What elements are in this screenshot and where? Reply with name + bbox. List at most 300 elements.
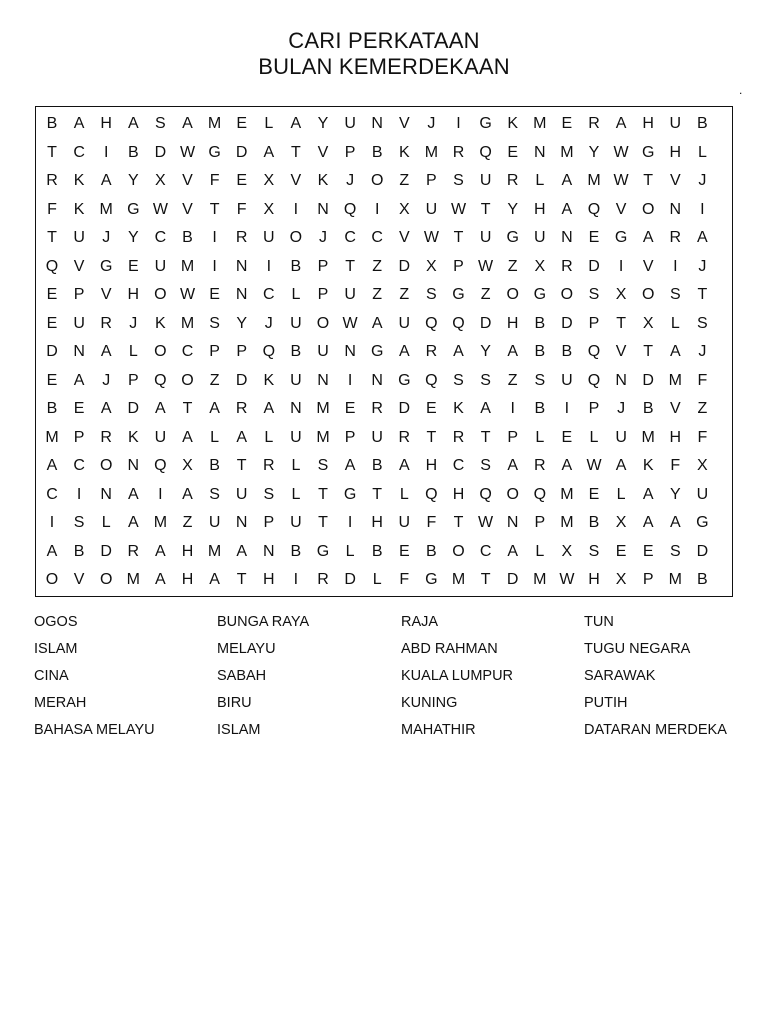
grid-letter[interactable]: L xyxy=(101,514,111,531)
grid-letter[interactable]: U xyxy=(317,343,329,360)
grid-letter[interactable]: A xyxy=(155,571,166,588)
grid-letter[interactable]: W xyxy=(559,571,575,588)
grid-letter[interactable]: U xyxy=(154,428,167,446)
grid-letter[interactable]: B xyxy=(534,343,546,360)
grid-letter[interactable]: Y xyxy=(480,343,491,360)
grid-letter[interactable]: X xyxy=(615,571,627,588)
grid-letter[interactable]: U xyxy=(344,286,356,303)
grid-letter[interactable]: G xyxy=(533,286,547,303)
grid-letter[interactable]: U xyxy=(344,115,356,132)
grid-letter[interactable]: T xyxy=(236,571,247,588)
grid-letter[interactable]: X xyxy=(697,457,708,474)
grid-letter[interactable]: E xyxy=(46,314,58,332)
grid-letter[interactable]: W xyxy=(450,200,467,218)
grid-letter[interactable]: E xyxy=(127,257,139,275)
grid-letter[interactable]: N xyxy=(235,257,248,275)
grid-letter[interactable]: M xyxy=(316,428,330,446)
grid-letter[interactable]: L xyxy=(535,172,545,189)
grid-letter[interactable]: R xyxy=(425,343,438,360)
grid-letter[interactable]: S xyxy=(426,286,437,303)
grid-letter[interactable]: M xyxy=(560,143,574,161)
grid-letter[interactable]: V xyxy=(615,343,627,360)
grid-letter[interactable]: M xyxy=(668,371,682,389)
grid-letter[interactable]: O xyxy=(452,542,465,560)
grid-letter[interactable]: Q xyxy=(425,485,438,503)
grid-letter[interactable]: H xyxy=(534,200,546,218)
grid-letter[interactable]: K xyxy=(642,457,654,474)
grid-letter[interactable]: W xyxy=(586,457,602,474)
grid-letter[interactable]: Z xyxy=(372,257,383,275)
grid-letter[interactable]: A xyxy=(236,542,248,560)
grid-letter[interactable]: M xyxy=(587,172,601,189)
grid-letter[interactable]: J xyxy=(264,314,273,332)
grid-letter[interactable]: F xyxy=(47,200,57,218)
grid-letter[interactable]: C xyxy=(479,542,492,560)
grid-letter[interactable]: U xyxy=(208,514,221,531)
grid-letter[interactable]: Z xyxy=(182,514,193,531)
grid-letter[interactable]: I xyxy=(673,257,678,275)
grid-letter[interactable]: P xyxy=(534,514,546,531)
grid-letter[interactable]: F xyxy=(236,200,247,218)
grid-letter[interactable]: S xyxy=(588,542,600,560)
grid-letter[interactable]: A xyxy=(100,400,112,417)
grid-letter[interactable]: H xyxy=(669,428,682,446)
grid-letter[interactable]: K xyxy=(73,172,85,189)
grid-letter[interactable]: V xyxy=(398,229,410,246)
grid-letter[interactable]: Y xyxy=(127,229,139,246)
grid-letter[interactable]: B xyxy=(371,457,383,474)
grid-letter[interactable]: J xyxy=(319,229,327,246)
grid-letter[interactable]: S xyxy=(480,371,491,389)
grid-letter[interactable]: L xyxy=(291,286,301,303)
grid-letter[interactable]: E xyxy=(398,542,410,560)
grid-letter[interactable]: M xyxy=(641,428,655,446)
grid-letter[interactable]: X xyxy=(263,200,275,218)
grid-letter[interactable]: P xyxy=(317,257,329,275)
grid-letter[interactable]: Y xyxy=(317,115,329,132)
grid-letter[interactable]: E xyxy=(426,400,437,417)
grid-letter[interactable]: M xyxy=(153,514,168,531)
grid-letter[interactable]: A xyxy=(290,115,302,132)
grid-letter[interactable]: A xyxy=(182,428,193,446)
grid-letter[interactable]: W xyxy=(179,143,196,161)
grid-letter[interactable]: J xyxy=(617,400,626,417)
grid-letter[interactable]: B xyxy=(209,457,220,474)
grid-letter[interactable]: Z xyxy=(507,257,518,275)
grid-letter[interactable]: I xyxy=(212,257,217,275)
grid-letter[interactable]: M xyxy=(533,571,547,588)
grid-letter[interactable]: Q xyxy=(262,343,276,360)
grid-letter[interactable]: S xyxy=(73,514,85,531)
grid-letter[interactable]: P xyxy=(127,371,139,389)
grid-letter[interactable]: L xyxy=(372,571,382,588)
grid-letter[interactable]: E xyxy=(615,542,627,560)
grid-letter[interactable]: S xyxy=(697,314,708,332)
grid-letter[interactable]: B xyxy=(697,571,708,588)
grid-letter[interactable]: I xyxy=(510,400,515,417)
grid-letter[interactable]: U xyxy=(290,314,302,332)
grid-letter[interactable]: P xyxy=(453,257,464,275)
grid-letter[interactable]: Q xyxy=(425,314,438,332)
grid-letter[interactable]: U xyxy=(73,229,85,246)
grid-letter[interactable]: U xyxy=(290,371,302,389)
grid-letter[interactable]: R xyxy=(235,229,248,246)
grid-letter[interactable]: E xyxy=(73,400,85,417)
grid-letter[interactable]: D xyxy=(235,143,248,161)
grid-letter[interactable]: R xyxy=(371,400,383,417)
grid-letter[interactable]: U xyxy=(479,229,492,246)
grid-letter[interactable]: A xyxy=(100,172,112,189)
grid-letter[interactable]: D xyxy=(127,400,140,417)
grid-letter[interactable]: I xyxy=(103,143,109,161)
grid-letter[interactable]: V xyxy=(669,400,681,417)
grid-letter[interactable]: Q xyxy=(452,314,465,332)
grid-letter[interactable]: X xyxy=(155,172,166,189)
grid-letter[interactable]: U xyxy=(615,428,627,446)
grid-letter[interactable]: C xyxy=(344,229,356,246)
grid-letter[interactable]: T xyxy=(345,257,355,275)
grid-letter[interactable]: B xyxy=(46,115,58,132)
grid-letter[interactable]: W xyxy=(179,286,196,303)
grid-letter[interactable]: L xyxy=(291,485,301,503)
grid-letter[interactable]: Q xyxy=(533,485,547,503)
grid-letter[interactable]: U xyxy=(696,485,709,503)
grid-letter[interactable]: I xyxy=(293,571,299,588)
grid-letter[interactable]: R xyxy=(100,314,112,332)
grid-letter[interactable]: H xyxy=(642,115,654,132)
grid-letter[interactable]: P xyxy=(588,314,600,332)
grid-letter[interactable]: U xyxy=(235,485,248,503)
grid-letter[interactable]: U xyxy=(479,172,492,189)
grid-letter[interactable]: M xyxy=(560,485,574,503)
grid-letter[interactable]: M xyxy=(207,542,222,560)
grid-letter[interactable]: O xyxy=(289,229,303,246)
grid-letter[interactable]: T xyxy=(318,514,328,531)
grid-letter[interactable]: P xyxy=(209,343,220,360)
grid-letter[interactable]: T xyxy=(372,485,383,503)
grid-letter[interactable]: R xyxy=(263,457,275,474)
grid-letter[interactable]: S xyxy=(669,286,681,303)
grid-letter[interactable]: T xyxy=(453,229,464,246)
grid-letter[interactable]: W xyxy=(342,314,358,332)
grid-letter[interactable]: N xyxy=(127,457,140,474)
grid-letter[interactable]: J xyxy=(427,115,436,132)
grid-letter[interactable]: O xyxy=(154,286,167,303)
grid-letter[interactable]: S xyxy=(453,371,464,389)
grid-letter[interactable]: L xyxy=(128,343,138,360)
grid-letter[interactable]: G xyxy=(641,143,655,161)
grid-letter[interactable]: N xyxy=(344,343,356,360)
grid-letter[interactable]: N xyxy=(561,229,573,246)
grid-letter[interactable]: F xyxy=(399,571,410,588)
grid-letter[interactable]: J xyxy=(698,172,707,189)
grid-letter[interactable]: H xyxy=(181,571,194,588)
grid-letter[interactable]: A xyxy=(73,115,85,132)
grid-letter[interactable]: H xyxy=(506,314,519,332)
grid-letter[interactable]: I xyxy=(158,485,163,503)
grid-letter[interactable]: Y xyxy=(588,143,600,161)
grid-letter[interactable]: Z xyxy=(209,371,220,389)
grid-letter[interactable]: O xyxy=(99,457,113,474)
grid-letter[interactable]: A xyxy=(46,542,58,560)
grid-letter[interactable]: L xyxy=(616,485,626,503)
grid-letter[interactable]: H xyxy=(371,514,383,531)
grid-letter[interactable]: B xyxy=(73,542,85,560)
grid-letter[interactable]: I xyxy=(374,200,380,218)
grid-letter[interactable]: W xyxy=(613,172,629,189)
grid-letter[interactable]: A xyxy=(263,143,275,161)
grid-letter[interactable]: Q xyxy=(425,371,438,389)
grid-letter[interactable]: A xyxy=(46,457,58,474)
grid-letter[interactable]: Y xyxy=(669,485,681,503)
grid-letter[interactable]: G xyxy=(208,143,221,161)
grid-letter[interactable]: T xyxy=(209,200,220,218)
grid-letter[interactable]: V xyxy=(615,200,627,218)
grid-letter[interactable]: L xyxy=(291,457,301,474)
grid-letter[interactable]: D xyxy=(398,400,411,417)
grid-letter[interactable]: A xyxy=(669,343,681,360)
grid-letter[interactable]: P xyxy=(588,400,600,417)
grid-letter[interactable]: C xyxy=(73,143,85,161)
grid-letter[interactable]: G xyxy=(425,571,438,588)
grid-letter[interactable]: B xyxy=(182,229,193,246)
grid-letter[interactable]: U xyxy=(561,371,573,389)
grid-letter[interactable]: T xyxy=(291,143,301,161)
grid-letter[interactable]: Q xyxy=(343,200,357,218)
grid-letter[interactable]: Q xyxy=(479,485,492,503)
grid-letter[interactable]: E xyxy=(46,371,58,389)
grid-letter[interactable]: B xyxy=(290,257,302,275)
grid-letter[interactable]: E xyxy=(209,286,220,303)
grid-letter[interactable]: T xyxy=(426,428,437,446)
grid-letter[interactable]: U xyxy=(290,514,302,531)
grid-letter[interactable]: B xyxy=(534,400,546,417)
grid-letter[interactable]: E xyxy=(561,115,573,132)
grid-letter[interactable]: F xyxy=(697,371,708,389)
grid-letter[interactable]: P xyxy=(507,428,519,446)
grid-letter[interactable]: P xyxy=(344,143,356,161)
grid-letter[interactable]: R xyxy=(588,115,600,132)
grid-letter[interactable]: K xyxy=(155,314,166,332)
grid-letter[interactable]: A xyxy=(615,115,627,132)
grid-letter[interactable]: A xyxy=(127,514,139,531)
grid-letter[interactable]: A xyxy=(371,314,383,332)
grid-letter[interactable]: S xyxy=(534,371,546,389)
grid-letter[interactable]: X xyxy=(426,257,437,275)
grid-letter[interactable]: S xyxy=(669,542,681,560)
grid-letter[interactable]: P xyxy=(263,514,275,531)
grid-letter[interactable]: P xyxy=(317,286,329,303)
grid-letter[interactable]: S xyxy=(209,314,220,332)
grid-letter[interactable]: A xyxy=(507,343,519,360)
grid-letter[interactable]: O xyxy=(45,571,59,588)
grid-letter[interactable]: R xyxy=(452,428,465,446)
grid-letter[interactable]: K xyxy=(127,428,139,446)
grid-letter[interactable]: N xyxy=(371,115,383,132)
grid-letter[interactable]: G xyxy=(316,542,330,560)
grid-letter[interactable]: N xyxy=(100,485,112,503)
grid-letter[interactable]: P xyxy=(344,428,356,446)
grid-letter[interactable]: A xyxy=(182,115,193,132)
grid-letter[interactable]: V xyxy=(290,172,302,189)
grid-letter[interactable]: M xyxy=(424,143,439,161)
grid-letter[interactable]: B xyxy=(426,542,437,560)
grid-letter[interactable]: Q xyxy=(587,371,601,389)
grid-letter[interactable]: I xyxy=(347,371,353,389)
grid-letter[interactable]: G xyxy=(614,229,628,246)
grid-letter[interactable]: R xyxy=(46,172,58,189)
grid-letter[interactable]: C xyxy=(181,343,194,360)
grid-letter[interactable]: J xyxy=(129,314,138,332)
grid-letter[interactable]: N xyxy=(669,200,682,218)
grid-letter[interactable]: D xyxy=(561,314,573,332)
grid-letter[interactable]: P xyxy=(236,343,248,360)
grid-letter[interactable]: S xyxy=(263,485,275,503)
grid-letter[interactable]: A xyxy=(561,200,573,218)
grid-letter[interactable]: N xyxy=(317,371,329,389)
grid-letter[interactable]: P xyxy=(73,286,85,303)
grid-letter[interactable]: M xyxy=(560,514,574,531)
grid-letter[interactable]: L xyxy=(589,428,599,446)
grid-letter[interactable]: E xyxy=(561,428,573,446)
grid-letter[interactable]: G xyxy=(479,115,492,132)
grid-letter[interactable]: L xyxy=(399,485,409,503)
grid-letter[interactable]: A xyxy=(669,514,681,531)
grid-letter[interactable]: A xyxy=(398,343,410,360)
grid-letter[interactable]: I xyxy=(347,514,353,531)
grid-letter[interactable]: D xyxy=(154,143,167,161)
grid-letter[interactable]: O xyxy=(154,343,167,360)
grid-letter[interactable]: A xyxy=(480,400,491,417)
grid-letter[interactable]: P xyxy=(73,428,85,446)
grid-letter[interactable]: S xyxy=(317,457,329,474)
grid-letter[interactable]: F xyxy=(697,428,708,446)
grid-letter[interactable]: W xyxy=(423,229,439,246)
grid-letter[interactable]: H xyxy=(100,115,112,132)
grid-letter[interactable]: K xyxy=(398,143,410,161)
grid-letter[interactable]: X xyxy=(534,257,546,275)
grid-letter[interactable]: A xyxy=(561,172,573,189)
grid-letter[interactable]: I xyxy=(564,400,570,417)
grid-letter[interactable]: Z xyxy=(372,286,383,303)
grid-letter[interactable]: O xyxy=(370,172,384,189)
grid-letter[interactable]: L xyxy=(345,542,355,560)
grid-letter[interactable]: L xyxy=(210,428,220,446)
grid-letter[interactable]: Q xyxy=(479,143,492,161)
grid-letter[interactable]: R xyxy=(127,542,140,560)
grid-letter[interactable]: A xyxy=(507,542,519,560)
grid-letter[interactable]: J xyxy=(698,343,707,360)
grid-letter[interactable]: E xyxy=(236,172,248,189)
grid-letter[interactable]: J xyxy=(346,172,355,189)
grid-letter[interactable]: A xyxy=(398,457,410,474)
grid-letter[interactable]: O xyxy=(506,286,519,303)
grid-letter[interactable]: G xyxy=(127,200,140,218)
grid-letter[interactable]: U xyxy=(73,314,85,332)
grid-letter[interactable]: D xyxy=(479,314,492,332)
grid-letter[interactable]: D xyxy=(235,371,248,389)
grid-letter[interactable]: A xyxy=(453,343,464,360)
grid-letter[interactable]: T xyxy=(480,571,491,588)
grid-letter[interactable]: S xyxy=(480,457,491,474)
grid-letter[interactable]: A xyxy=(263,400,275,417)
grid-letter[interactable]: M xyxy=(180,314,195,332)
grid-letter[interactable]: I xyxy=(49,514,55,531)
grid-letter[interactable]: L xyxy=(670,314,680,332)
grid-letter[interactable]: Z xyxy=(697,400,708,417)
grid-letter[interactable]: D xyxy=(100,542,112,560)
grid-letter[interactable]: U xyxy=(398,514,411,531)
grid-letter[interactable]: E xyxy=(588,229,600,246)
grid-letter[interactable]: A xyxy=(73,371,85,389)
grid-letter[interactable]: P xyxy=(426,172,437,189)
grid-letter[interactable]: R xyxy=(317,571,329,588)
grid-letter[interactable]: V xyxy=(398,115,410,132)
grid-letter[interactable]: Y xyxy=(236,314,248,332)
grid-letter[interactable]: E xyxy=(46,286,58,303)
grid-letter[interactable]: J xyxy=(102,371,111,389)
grid-letter[interactable]: N xyxy=(290,400,302,417)
grid-letter[interactable]: D xyxy=(344,571,356,588)
grid-letter[interactable]: R xyxy=(534,457,546,474)
grid-letter[interactable]: V xyxy=(669,172,681,189)
grid-letter[interactable]: L xyxy=(264,115,274,132)
grid-letter[interactable]: M xyxy=(451,571,466,588)
grid-letter[interactable]: J xyxy=(102,229,111,246)
grid-letter[interactable]: F xyxy=(209,172,220,189)
grid-letter[interactable]: F xyxy=(670,457,681,474)
grid-letter[interactable]: L xyxy=(697,143,707,161)
grid-letter[interactable]: B xyxy=(534,314,546,332)
grid-letter[interactable]: S xyxy=(209,485,220,503)
grid-letter[interactable]: T xyxy=(318,485,328,503)
grid-letter[interactable]: U xyxy=(534,229,546,246)
grid-letter[interactable]: W xyxy=(478,514,494,531)
grid-letter[interactable]: A xyxy=(697,229,708,246)
grid-letter[interactable]: X xyxy=(642,314,654,332)
grid-letter[interactable]: Z xyxy=(399,172,410,189)
grid-letter[interactable]: I xyxy=(293,200,299,218)
grid-letter[interactable]: V xyxy=(642,257,654,275)
grid-letter[interactable]: A xyxy=(182,485,193,503)
grid-letter[interactable]: A xyxy=(642,229,654,246)
grid-letter[interactable]: H xyxy=(127,286,140,303)
grid-letter[interactable]: T xyxy=(697,286,708,303)
grid-letter[interactable]: B xyxy=(697,115,708,132)
grid-letter[interactable]: X xyxy=(615,286,627,303)
grid-letter[interactable]: T xyxy=(643,172,654,189)
grid-letter[interactable]: E xyxy=(588,485,600,503)
grid-letter[interactable]: Q xyxy=(154,457,167,474)
grid-letter[interactable]: B xyxy=(371,143,383,161)
grid-letter[interactable]: B xyxy=(46,400,58,417)
grid-letter[interactable]: K xyxy=(317,172,329,189)
grid-letter[interactable]: M xyxy=(207,115,222,132)
grid-letter[interactable]: B xyxy=(127,143,139,161)
grid-letter[interactable]: X xyxy=(615,514,627,531)
grid-letter[interactable]: N xyxy=(235,514,248,531)
grid-letter[interactable]: I xyxy=(212,229,217,246)
grid-letter[interactable]: A xyxy=(209,571,220,588)
grid-letter[interactable]: E xyxy=(642,542,654,560)
grid-letter[interactable]: A xyxy=(615,457,627,474)
grid-letter[interactable]: H xyxy=(588,571,600,588)
grid-letter[interactable]: N xyxy=(506,514,519,531)
grid-letter[interactable]: A xyxy=(236,428,248,446)
grid-letter[interactable]: G xyxy=(506,229,519,246)
grid-letter[interactable]: O xyxy=(560,286,574,303)
grid-letter[interactable]: G xyxy=(370,343,384,360)
